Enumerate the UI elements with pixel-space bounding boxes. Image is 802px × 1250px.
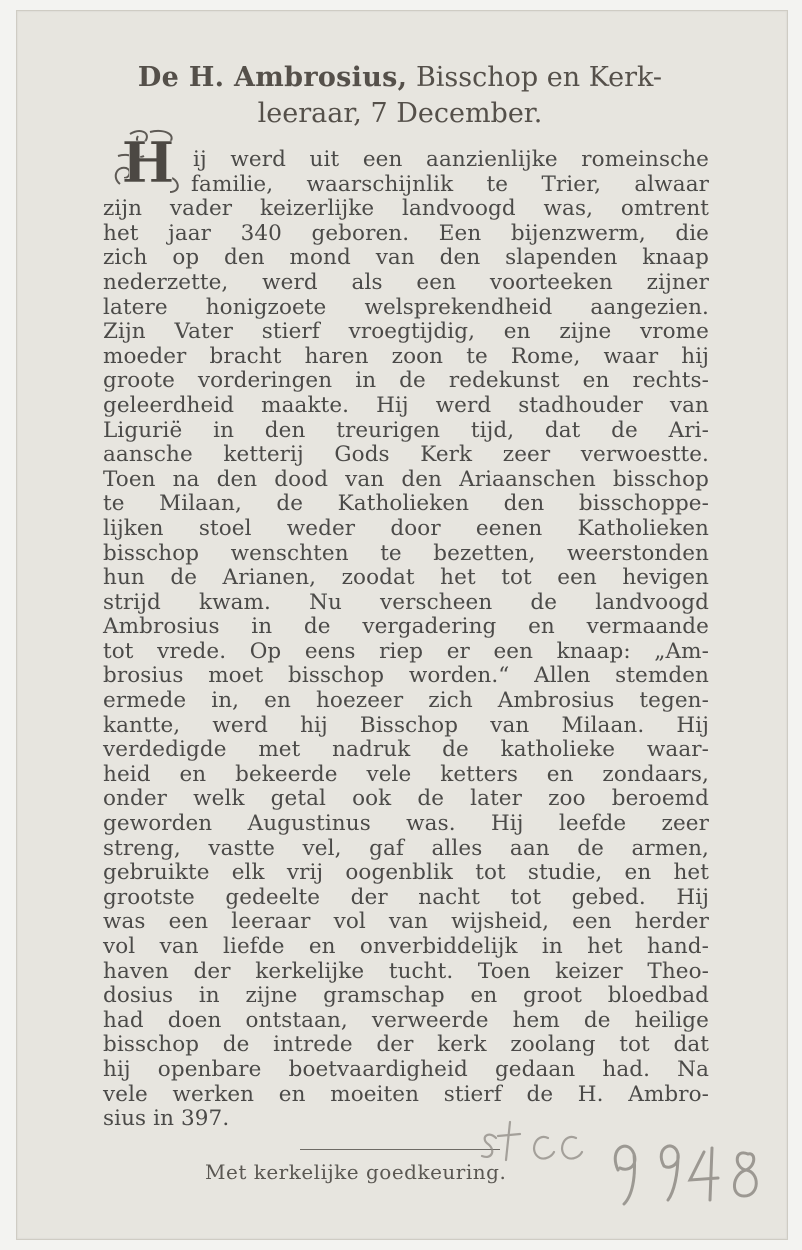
card-title [95, 60, 705, 132]
body-line: onder welk getal ook de later zoo beroemd [103, 786, 709, 812]
body-line: sius in 397. [103, 1106, 230, 1132]
body-line: geworden Augustinus was. Hij leefde zeer [103, 811, 709, 837]
body-line: bisschop wenschten te bezetten, weerstonden [103, 540, 709, 566]
body-line: had doen ontstaan, verweerde hem de heilige [103, 1007, 709, 1033]
body-line: hij openbare boetvaardigheid gedaan had. Na [103, 1056, 709, 1082]
title-saint-name: De H. Ambrosius, [137, 62, 408, 93]
divider-rule [300, 1149, 500, 1150]
title-line2: leeraar, 7 December. [257, 98, 543, 129]
body-line: gebruikte elk vrij oogenblik tot studie, en het [103, 860, 709, 886]
body-line: kantte, werd hij Bisschop van Milaan. Hij [103, 712, 709, 738]
body-line: brosius moet bisschop worden.“ Allen stemden [103, 663, 709, 689]
body-line: het jaar 340 geboren. Een bijenzwerm, die [103, 220, 709, 246]
drop-cap-letter: H [121, 130, 175, 196]
body-line: heid en bekeerde vele ketters en zondaars, [103, 761, 709, 787]
body-line: Ligurië in den treurigen tijd, dat de Ari- [103, 417, 709, 443]
body-line: Ambrosius in de vergadering en vermaande [103, 614, 709, 640]
body-line: Toen na den dood van den Ariaanschen bisschop [103, 466, 709, 492]
body-line: zich op den mond van den slapenden knaap [103, 245, 709, 271]
body-line: groote vorderingen in de redekunst en rechts- [103, 368, 709, 394]
body-line: streng, vastte vel, gaf alles aan de armen, [103, 835, 709, 861]
body-line: nederzette, werd als een voorteeken zijner [103, 269, 709, 295]
body-line: hun de Arianen, zoodat het tot een hevigen [103, 565, 709, 591]
handwritten-catalogue-mark [478, 1108, 778, 1218]
body-line: moeder bracht haren zoon te Rome, waar hij [103, 343, 709, 369]
body-line: ij werd uit een aanzienlijke romeinsche [193, 147, 709, 172]
body-line: vele werken en moeiten stierf de H. Ambro- [103, 1081, 709, 1107]
body-line: ermede in, en hoezeer zich Ambrosius tegen- [103, 688, 709, 714]
body-line: dosius in zijne gramschap en groot bloedbad [103, 983, 709, 1009]
body-text [103, 148, 709, 1132]
title-line1-rest: Bisschop en Kerk- [415, 62, 663, 93]
body-line: geleerdheid maakte. Hij werd stadhouder van [103, 392, 709, 418]
body-line: lijken stoel weder door eenen Katholieken [103, 515, 709, 541]
body-line: strijd kwam. Nu verscheen de landvoogd [103, 589, 709, 615]
body-line: vol van liefde en onverbiddelijk in het hand- [103, 934, 709, 959]
body-line: Zijn Vater stierf vroegtijdig, en zijne vrome [103, 319, 709, 345]
body-line: grootste gedeelte der nacht tot gebed. Hij [103, 884, 709, 910]
body-line: zijn vader keizerlijke landvoogd was, omtrent [103, 196, 709, 222]
body-line: aansche ketterij Gods Kerk zeer verwoestte. [103, 442, 709, 468]
body-line: was een leeraar vol van wijsheid, een herder [103, 909, 709, 935]
body-line: verdedigde met nadruk de katholieke waar- [103, 737, 709, 763]
body-line: latere honigzoete welsprekendheid aangezien. [103, 294, 709, 320]
body-line: bisschop de intrede der kerk zoolang tot dat [103, 1032, 709, 1058]
approval-line: Met kerkelijke goedkeuring. [205, 1160, 507, 1184]
body-line: tot vrede. Op eens riep er een knaap: „Am- [103, 638, 709, 664]
body-line: familie, waarschijnlik te Trier, alwaar [191, 171, 709, 197]
body-line: haven der kerkelijke tucht. Toen keizer Theo- [103, 958, 709, 984]
body-line: te Milaan, de Katholieken den bisschoppe- [103, 491, 709, 517]
